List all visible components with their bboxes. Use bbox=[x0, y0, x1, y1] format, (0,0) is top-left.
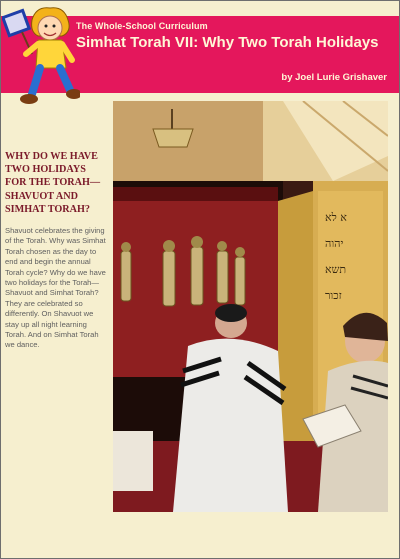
sidebar-question-heading: WHY DO WE HAVE TWO HOLIDAYS FOR THE TORAH—SHAVUOT AND SIMHAT TORAH? bbox=[5, 151, 101, 215]
ark-inscription-line: זכור bbox=[325, 289, 342, 302]
synagogue-photo bbox=[113, 101, 388, 512]
article-title: Simhat Torah VII: Why Two Torah Holidays bbox=[76, 34, 379, 51]
ark-inscription-line: יהוה bbox=[325, 237, 344, 250]
series-kicker: The Whole-School Curriculum bbox=[76, 21, 208, 31]
author-byline: by Joel Lurie Grishaver bbox=[281, 72, 387, 83]
sidebar-body-text: Shavuot celebrates the giving of the Torah. Why was Simhat Torah chosen as the day to end and begin the annual Torah cycle? Why do we have two holidays for the Torah—Shavuot and Simhat Torah? They are celebrated so differently. On Shavuot we stay up all night learning Torah. And on Simhat Torah we dance. bbox=[5, 226, 106, 350]
ark-inscription-line: תשא bbox=[325, 263, 347, 276]
ark-inscription-line: א לא bbox=[325, 211, 347, 224]
child-with-torah-scroll-icon bbox=[2, 2, 80, 112]
